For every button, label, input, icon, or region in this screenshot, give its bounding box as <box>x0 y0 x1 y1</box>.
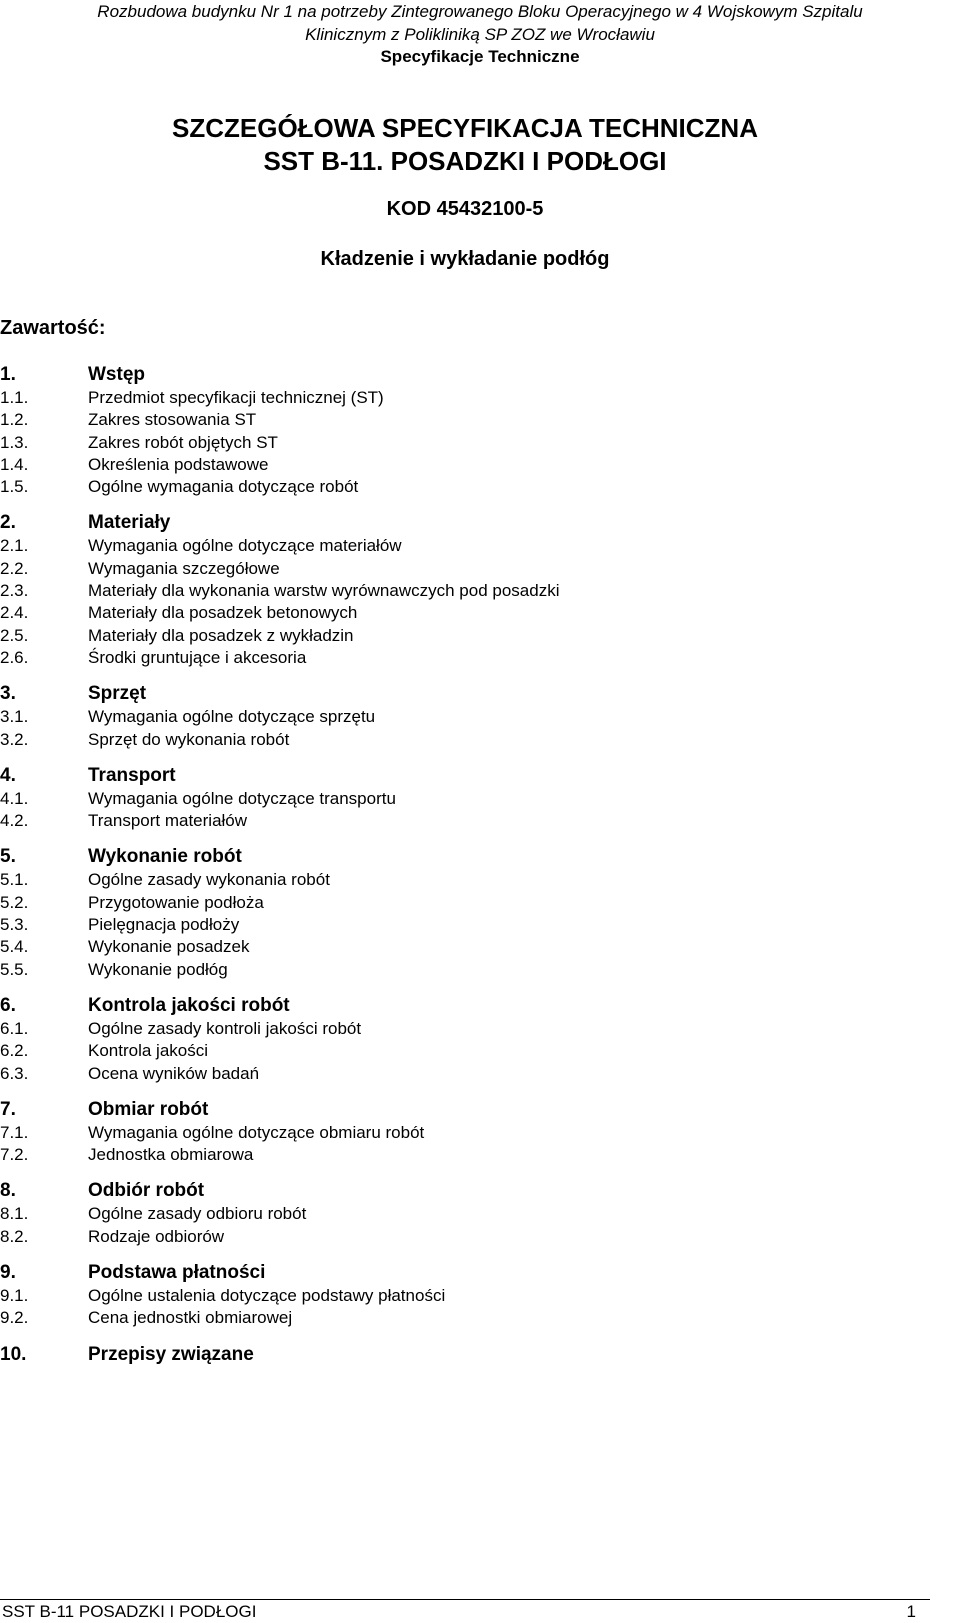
toc-item <box>0 1285 900 1307</box>
toc-item-number: 7.2. <box>0 1145 29 1165</box>
toc-section <box>0 510 900 669</box>
document-title-block <box>0 112 930 272</box>
toc-section <box>0 1342 900 1367</box>
toc-item <box>0 558 900 580</box>
toc-item-number: 3.1. <box>0 707 29 727</box>
toc-item-number: 7.1. <box>0 1122 29 1142</box>
toc-chapter <box>0 1260 900 1285</box>
toc-item-number: 2.6. <box>0 647 29 667</box>
toc-chapter <box>0 681 900 706</box>
toc-section <box>0 1097 900 1167</box>
table-of-contents <box>0 362 900 1379</box>
toc-item-number: 3.2. <box>0 729 29 749</box>
toc-item <box>0 1063 900 1085</box>
toc-section <box>0 1178 900 1248</box>
toc-item-title: Środki gruntujące i akcesoria <box>88 647 307 667</box>
toc-item-number: 9.2. <box>0 1308 29 1328</box>
toc-item-number: 6.3. <box>0 1063 29 1083</box>
toc-item <box>0 432 900 454</box>
toc-chapter-title: Transport <box>88 764 176 786</box>
toc-item-number: 5.5. <box>0 959 29 979</box>
toc-item <box>0 1122 900 1144</box>
toc-item-number: 6.1. <box>0 1018 29 1038</box>
document-subtitle-code: SST B-11. POSADZKI I PODŁOGI <box>263 146 667 176</box>
toc-item-title: Przedmiot specyfikacji technicznej (ST) <box>88 388 384 407</box>
toc-item <box>0 625 900 647</box>
toc-chapter <box>0 1342 900 1367</box>
toc-item-number: 9.1. <box>0 1286 29 1306</box>
toc-item-number: 2.2. <box>0 558 29 578</box>
toc-section <box>0 763 900 833</box>
toc-item-title: Materiały dla wykonania warstw wyrównawczych pod posadzki <box>88 581 560 601</box>
toc-section <box>0 993 900 1085</box>
toc-item-number: 1.1. <box>0 388 29 407</box>
toc-item <box>0 387 900 409</box>
toc-item-number: 1.5. <box>0 477 29 497</box>
toc-chapter <box>0 1097 900 1122</box>
toc-item-number: 4.1. <box>0 788 29 808</box>
toc-item <box>0 1018 900 1040</box>
contents-heading: Zawartość: <box>0 317 106 339</box>
document-scope: Kładzenie i wykładanie podłóg <box>320 248 610 270</box>
page-header <box>0 0 960 68</box>
toc-chapter-title: Odbiór robót <box>88 1180 205 1202</box>
toc-item <box>0 959 900 981</box>
toc-item-number: 8.1. <box>0 1204 29 1224</box>
toc-item <box>0 810 900 832</box>
toc-item-title: Określenia podstawowe <box>88 454 269 474</box>
footer-document-name: SST B-11 POSADZKI I PODŁOGI <box>2 1602 257 1621</box>
toc-item <box>0 1203 900 1225</box>
toc-chapter <box>0 510 900 535</box>
toc-item-title: Ogólne wymagania dotyczące robót <box>88 477 359 497</box>
toc-item-number: 2.4. <box>0 603 29 623</box>
toc-item-title: Materiały dla posadzek z wykładzin <box>88 625 354 645</box>
toc-item <box>0 535 900 557</box>
toc-chapter-number: 8. <box>0 1180 16 1202</box>
toc-item-title: Zakres stosowania ST <box>88 410 257 430</box>
toc-item-title: Zakres robót objętych ST <box>88 432 278 452</box>
toc-item-title: Ogólne ustalenia dotyczące podstawy płatności <box>88 1286 446 1306</box>
toc-item-title: Wymagania szczegółowe <box>88 558 280 578</box>
toc-chapter-number: 5. <box>0 846 16 868</box>
toc-chapter-title: Wykonanie robót <box>88 846 242 868</box>
page-footer <box>0 1599 930 1623</box>
toc-item-title: Wymagania ogólne dotyczące transportu <box>88 788 396 808</box>
toc-item-title: Wymagania ogólne dotyczące sprzętu <box>88 707 376 727</box>
toc-item <box>0 409 900 431</box>
toc-item-title: Materiały dla posadzek betonowych <box>88 603 358 623</box>
toc-chapter-number: 2. <box>0 512 16 534</box>
toc-item <box>0 602 900 624</box>
toc-item-title: Wymagania ogólne dotyczące materiałów <box>88 536 402 556</box>
toc-item-title: Ogólne zasady odbioru robót <box>88 1204 307 1224</box>
toc-chapter-title: Sprzęt <box>88 683 147 705</box>
toc-item-number: 6.2. <box>0 1041 29 1061</box>
toc-chapter-title: Przepisy związane <box>88 1343 254 1365</box>
toc-chapter-number: 6. <box>0 994 16 1016</box>
toc-section <box>0 681 900 751</box>
toc-item <box>0 476 900 498</box>
toc-item <box>0 647 900 669</box>
toc-chapter-title: Obmiar robót <box>88 1098 209 1120</box>
toc-item-title: Ogólne zasady kontroli jakości robót <box>88 1018 362 1038</box>
toc-item <box>0 788 900 810</box>
toc-item <box>0 1040 900 1062</box>
toc-chapter-number: 10. <box>0 1343 27 1365</box>
toc-item-number: 2.5. <box>0 625 29 645</box>
toc-item-number: 5.2. <box>0 892 29 912</box>
project-title-line-1: Rozbudowa budynku Nr 1 na potrzeby Zintegrowanego Bloku Operacyjnego w 4 Wojskowym Szpitalu <box>97 2 863 21</box>
toc-item <box>0 892 900 914</box>
toc-chapter-number: 3. <box>0 683 16 705</box>
toc-item-number: 4.2. <box>0 811 29 831</box>
toc-item <box>0 1226 900 1248</box>
toc-item-number: 2.3. <box>0 581 29 601</box>
toc-item-title: Wymagania ogólne dotyczące obmiaru robót <box>88 1122 425 1142</box>
toc-section <box>0 844 900 980</box>
toc-item-title: Jednostka obmiarowa <box>88 1145 254 1165</box>
page-number: 1 <box>906 1602 916 1621</box>
toc-item <box>0 936 900 958</box>
toc-chapter-number: 4. <box>0 764 16 786</box>
toc-item-number: 5.3. <box>0 915 29 935</box>
toc-item <box>0 706 900 728</box>
toc-item-number: 2.1. <box>0 536 29 556</box>
toc-chapter <box>0 763 900 788</box>
toc-chapter <box>0 993 900 1018</box>
cpv-code: KOD 45432100-5 <box>386 198 544 220</box>
toc-chapter-number: 9. <box>0 1262 16 1284</box>
toc-item-title: Wykonanie posadzek <box>88 937 250 957</box>
toc-chapter <box>0 1178 900 1203</box>
toc-chapter-number: 1. <box>0 364 16 385</box>
toc-chapter <box>0 362 900 387</box>
toc-item <box>0 914 900 936</box>
toc-chapter <box>0 844 900 869</box>
toc-item-title: Cena jednostki obmiarowej <box>88 1308 293 1328</box>
toc-item-title: Transport materiałów <box>88 811 248 831</box>
toc-item-title: Wykonanie podłóg <box>88 959 228 979</box>
toc-item-number: 1.3. <box>0 432 29 452</box>
toc-item-number: 5.1. <box>0 870 29 890</box>
toc-section <box>0 362 900 498</box>
toc-item <box>0 729 900 751</box>
toc-item-title: Kontrola jakości <box>88 1041 209 1061</box>
toc-item <box>0 1144 900 1166</box>
toc-chapter-title: Kontrola jakości robót <box>88 994 290 1016</box>
toc-item-number: 1.2. <box>0 410 29 430</box>
toc-item-title: Ocena wyników badań <box>88 1063 260 1083</box>
toc-item-number: 1.4. <box>0 454 29 474</box>
toc-item <box>0 580 900 602</box>
spec-label: Specyfikacje Techniczne <box>380 47 580 66</box>
toc-item-title: Sprzęt do wykonania robót <box>88 729 290 749</box>
toc-item-number: 5.4. <box>0 937 29 957</box>
toc-item-title: Rodzaje odbiorów <box>88 1226 225 1246</box>
toc-item-title: Przygotowanie podłoża <box>88 892 264 912</box>
toc-chapter-title: Podstawa płatności <box>88 1262 266 1284</box>
project-title-line-2: Klinicznym z Polikliniką SP ZOZ we Wrocławiu <box>305 25 655 44</box>
toc-chapter-title: Materiały <box>88 512 171 534</box>
toc-section <box>0 1260 900 1330</box>
document-title: SZCZEGÓŁOWA SPECYFIKACJA TECHNICZNA <box>172 113 758 143</box>
toc-item <box>0 1307 900 1329</box>
toc-item-title: Ogólne zasady wykonania robót <box>88 870 330 890</box>
toc-chapter-title: Wstęp <box>88 364 145 385</box>
toc-item <box>0 454 900 476</box>
toc-item-number: 8.2. <box>0 1226 29 1246</box>
toc-chapter-number: 7. <box>0 1098 16 1120</box>
toc-item-title: Pielęgnacja podłoży <box>88 915 240 935</box>
toc-item <box>0 869 900 891</box>
